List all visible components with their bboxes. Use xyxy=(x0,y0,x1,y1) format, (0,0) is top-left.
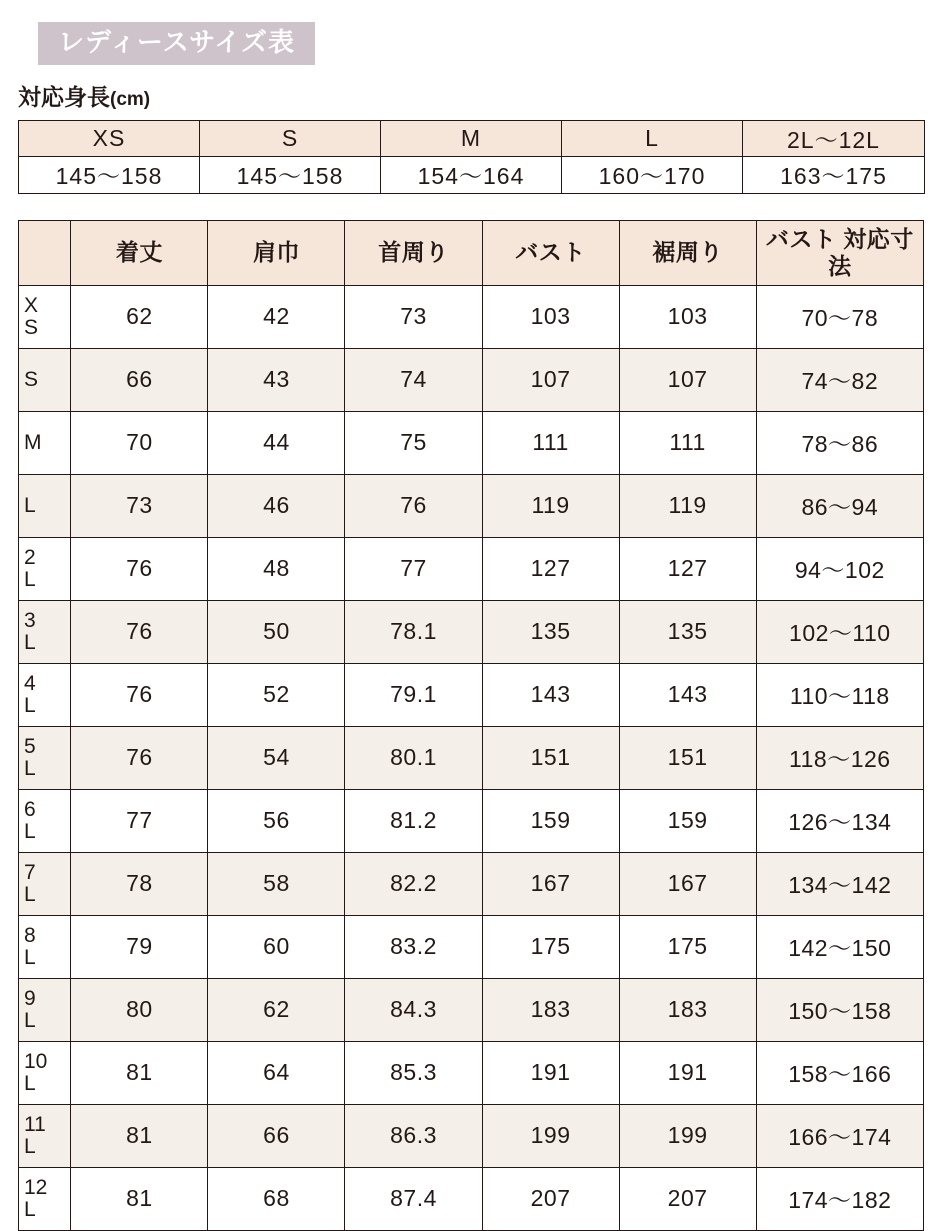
height-value-cell: 145〜158 xyxy=(19,156,200,193)
table-row xyxy=(19,348,924,411)
size-header-cell-bust-fit xyxy=(756,220,923,285)
size-row-label xyxy=(19,978,71,1041)
size-value-cell: 127 xyxy=(482,537,619,600)
size-measurement-table xyxy=(18,220,924,1231)
size-value-cell: 78 xyxy=(71,852,208,915)
size-value-cell: 81.2 xyxy=(345,789,482,852)
size-value-cell: 175 xyxy=(482,915,619,978)
height-value-cell: 154〜164 xyxy=(381,156,562,193)
size-value-cell: 107 xyxy=(619,348,756,411)
size-row-label-line1: 5 xyxy=(24,735,36,759)
size-row-label xyxy=(19,1041,71,1104)
size-value-cell: 66 xyxy=(208,1104,345,1167)
size-value-cell: 142〜150 xyxy=(756,915,923,978)
height-value-cell: 145〜158 xyxy=(200,156,381,193)
size-value-cell: 76 xyxy=(345,474,482,537)
bust-fit-line1: バスト xyxy=(765,226,837,253)
size-value-cell: 80 xyxy=(71,978,208,1041)
size-value-cell: 77 xyxy=(71,789,208,852)
size-value-cell: 44 xyxy=(208,411,345,474)
table-row xyxy=(19,1167,924,1230)
size-value-cell: 56 xyxy=(208,789,345,852)
size-value-cell: 79.1 xyxy=(345,663,482,726)
size-row-label xyxy=(19,474,71,537)
table-row xyxy=(19,852,924,915)
page-title: レディースサイズ表 xyxy=(38,22,315,65)
size-value-cell: 111 xyxy=(482,411,619,474)
size-value-cell: 73 xyxy=(71,474,208,537)
size-value-cell: 78〜86 xyxy=(756,411,923,474)
table-row xyxy=(19,1104,924,1167)
size-value-cell: 103 xyxy=(482,285,619,348)
size-value-cell: 158〜166 xyxy=(756,1041,923,1104)
size-row-label xyxy=(19,537,71,600)
size-header-cell-shoulder: 肩巾 xyxy=(208,220,345,285)
size-row-label xyxy=(19,600,71,663)
size-value-cell: 64 xyxy=(208,1041,345,1104)
size-value-cell: 110〜118 xyxy=(756,663,923,726)
size-row-label xyxy=(19,852,71,915)
size-value-cell: 199 xyxy=(619,1104,756,1167)
size-header-cell-neck: 首周り xyxy=(345,220,482,285)
size-value-cell: 70 xyxy=(71,411,208,474)
size-value-cell: 66 xyxy=(71,348,208,411)
size-row-label-line1: X xyxy=(24,294,39,318)
size-value-cell: 167 xyxy=(619,852,756,915)
size-row-label-line1: 9 xyxy=(24,987,36,1011)
size-value-cell: 43 xyxy=(208,348,345,411)
size-value-cell: 199 xyxy=(482,1104,619,1167)
size-value-cell: 191 xyxy=(482,1041,619,1104)
size-row-label-line1: 12 xyxy=(24,1176,48,1200)
height-header-cell: XS xyxy=(19,120,200,156)
size-value-cell: 85.3 xyxy=(345,1041,482,1104)
size-value-cell: 80.1 xyxy=(345,726,482,789)
size-value-cell: 50 xyxy=(208,600,345,663)
table-row xyxy=(19,978,924,1041)
size-header-cell-hem: 裾周り xyxy=(619,220,756,285)
size-value-cell: 46 xyxy=(208,474,345,537)
size-value-cell: 167 xyxy=(482,852,619,915)
size-value-cell: 68 xyxy=(208,1167,345,1230)
size-value-cell: 86.3 xyxy=(345,1104,482,1167)
table-row xyxy=(19,1041,924,1104)
size-value-cell: 81 xyxy=(71,1167,208,1230)
size-row-label-line2: L xyxy=(24,1197,36,1221)
size-value-cell: 76 xyxy=(71,537,208,600)
size-value-cell: 143 xyxy=(482,663,619,726)
height-table-row xyxy=(19,156,925,193)
size-value-cell: 166〜174 xyxy=(756,1104,923,1167)
size-value-cell: 70〜78 xyxy=(756,285,923,348)
size-row-label-line1: S xyxy=(24,367,39,391)
size-value-cell: 75 xyxy=(345,411,482,474)
size-value-cell: 73 xyxy=(345,285,482,348)
size-row-label-line1: 6 xyxy=(24,798,36,822)
size-value-cell: 86〜94 xyxy=(756,474,923,537)
size-row-label xyxy=(19,663,71,726)
height-section-label xyxy=(18,79,926,112)
size-value-cell: 207 xyxy=(482,1167,619,1230)
size-value-cell: 111 xyxy=(619,411,756,474)
size-value-cell: 74〜82 xyxy=(756,348,923,411)
size-value-cell: 159 xyxy=(482,789,619,852)
size-value-cell: 42 xyxy=(208,285,345,348)
size-value-cell: 135 xyxy=(619,600,756,663)
size-value-cell: 54 xyxy=(208,726,345,789)
size-value-cell: 52 xyxy=(208,663,345,726)
size-table-corner-cell xyxy=(19,220,71,285)
size-value-cell: 58 xyxy=(208,852,345,915)
size-row-label-line2: L xyxy=(24,945,36,969)
size-row-label-line2: L xyxy=(24,819,36,843)
size-value-cell: 79 xyxy=(71,915,208,978)
table-row xyxy=(19,474,924,537)
height-label-text: 対応身長 xyxy=(18,83,110,110)
size-row-label-line1: 2 xyxy=(24,546,36,570)
height-table-header-row xyxy=(19,120,925,156)
size-header-cell-bust: バスト xyxy=(482,220,619,285)
size-row-label xyxy=(19,915,71,978)
size-table-body xyxy=(19,285,924,1230)
size-value-cell: 159 xyxy=(619,789,756,852)
size-value-cell: 60 xyxy=(208,915,345,978)
size-value-cell: 48 xyxy=(208,537,345,600)
size-value-cell: 135 xyxy=(482,600,619,663)
size-table-header-row xyxy=(19,220,924,285)
size-header-cell-length: 着丈 xyxy=(71,220,208,285)
size-value-cell: 87.4 xyxy=(345,1167,482,1230)
size-value-cell: 62 xyxy=(208,978,345,1041)
size-value-cell: 207 xyxy=(619,1167,756,1230)
table-row xyxy=(19,915,924,978)
size-value-cell: 83.2 xyxy=(345,915,482,978)
size-value-cell: 62 xyxy=(71,285,208,348)
table-row xyxy=(19,537,924,600)
size-value-cell: 183 xyxy=(482,978,619,1041)
height-header-cell: M xyxy=(381,120,562,156)
size-row-label-line2: S xyxy=(24,315,39,339)
table-row xyxy=(19,726,924,789)
size-value-cell: 150〜158 xyxy=(756,978,923,1041)
size-row-label-line2: L xyxy=(24,693,36,717)
height-header-cell: 2L〜12L xyxy=(743,120,925,156)
size-value-cell: 82.2 xyxy=(345,852,482,915)
size-value-cell: 78.1 xyxy=(345,600,482,663)
table-row xyxy=(19,663,924,726)
size-row-label-line2: L xyxy=(24,882,36,906)
size-value-cell: 77 xyxy=(345,537,482,600)
size-row-label-line1: 10 xyxy=(24,1050,48,1074)
size-row-label-line2: L xyxy=(24,1071,36,1095)
size-value-cell: 183 xyxy=(619,978,756,1041)
table-row xyxy=(19,789,924,852)
size-value-cell: 74 xyxy=(345,348,482,411)
size-row-label-line1: M xyxy=(24,430,42,454)
size-row-label-line1: 8 xyxy=(24,924,36,948)
size-value-cell: 103 xyxy=(619,285,756,348)
height-value-cell: 163〜175 xyxy=(743,156,925,193)
size-value-cell: 143 xyxy=(619,663,756,726)
size-row-label-line2: L xyxy=(24,630,36,654)
size-value-cell: 76 xyxy=(71,726,208,789)
height-header-cell: L xyxy=(562,120,743,156)
size-row-label xyxy=(19,1104,71,1167)
size-row-label-line2: L xyxy=(24,1134,36,1158)
size-value-cell: 118〜126 xyxy=(756,726,923,789)
size-value-cell: 175 xyxy=(619,915,756,978)
table-row xyxy=(19,600,924,663)
size-row-label-line1: 11 xyxy=(24,1113,46,1137)
height-table xyxy=(18,120,925,194)
size-row-label xyxy=(19,789,71,852)
size-value-cell: 119 xyxy=(619,474,756,537)
size-row-label xyxy=(19,348,71,411)
height-value-cell: 160〜170 xyxy=(562,156,743,193)
size-value-cell: 102〜110 xyxy=(756,600,923,663)
size-row-label xyxy=(19,1167,71,1230)
size-row-label-line2: L xyxy=(24,567,36,591)
size-value-cell: 174〜182 xyxy=(756,1167,923,1230)
table-row xyxy=(19,411,924,474)
table-row xyxy=(19,285,924,348)
size-row-label xyxy=(19,285,71,348)
size-row-label-line1: 4 xyxy=(24,672,36,696)
size-value-cell: 134〜142 xyxy=(756,852,923,915)
size-value-cell: 119 xyxy=(482,474,619,537)
size-row-label xyxy=(19,726,71,789)
size-value-cell: 151 xyxy=(619,726,756,789)
bust-fit-line2: 対応寸法 xyxy=(828,226,914,279)
size-value-cell: 81 xyxy=(71,1041,208,1104)
size-row-label-line1: 7 xyxy=(24,861,36,885)
size-row-label-line2: L xyxy=(24,1008,36,1032)
height-header-cell: S xyxy=(200,120,381,156)
size-value-cell: 94〜102 xyxy=(756,537,923,600)
size-value-cell: 191 xyxy=(619,1041,756,1104)
size-value-cell: 127 xyxy=(619,537,756,600)
size-value-cell: 107 xyxy=(482,348,619,411)
size-row-label-line2: L xyxy=(24,756,36,780)
size-row-label-line1: 3 xyxy=(24,609,36,633)
size-value-cell: 126〜134 xyxy=(756,789,923,852)
height-label-unit: (cm) xyxy=(110,88,151,110)
size-value-cell: 76 xyxy=(71,663,208,726)
size-value-cell: 76 xyxy=(71,600,208,663)
size-value-cell: 81 xyxy=(71,1104,208,1167)
size-row-label xyxy=(19,411,71,474)
size-row-label-line1: L xyxy=(24,493,36,517)
size-value-cell: 151 xyxy=(482,726,619,789)
size-value-cell: 84.3 xyxy=(345,978,482,1041)
